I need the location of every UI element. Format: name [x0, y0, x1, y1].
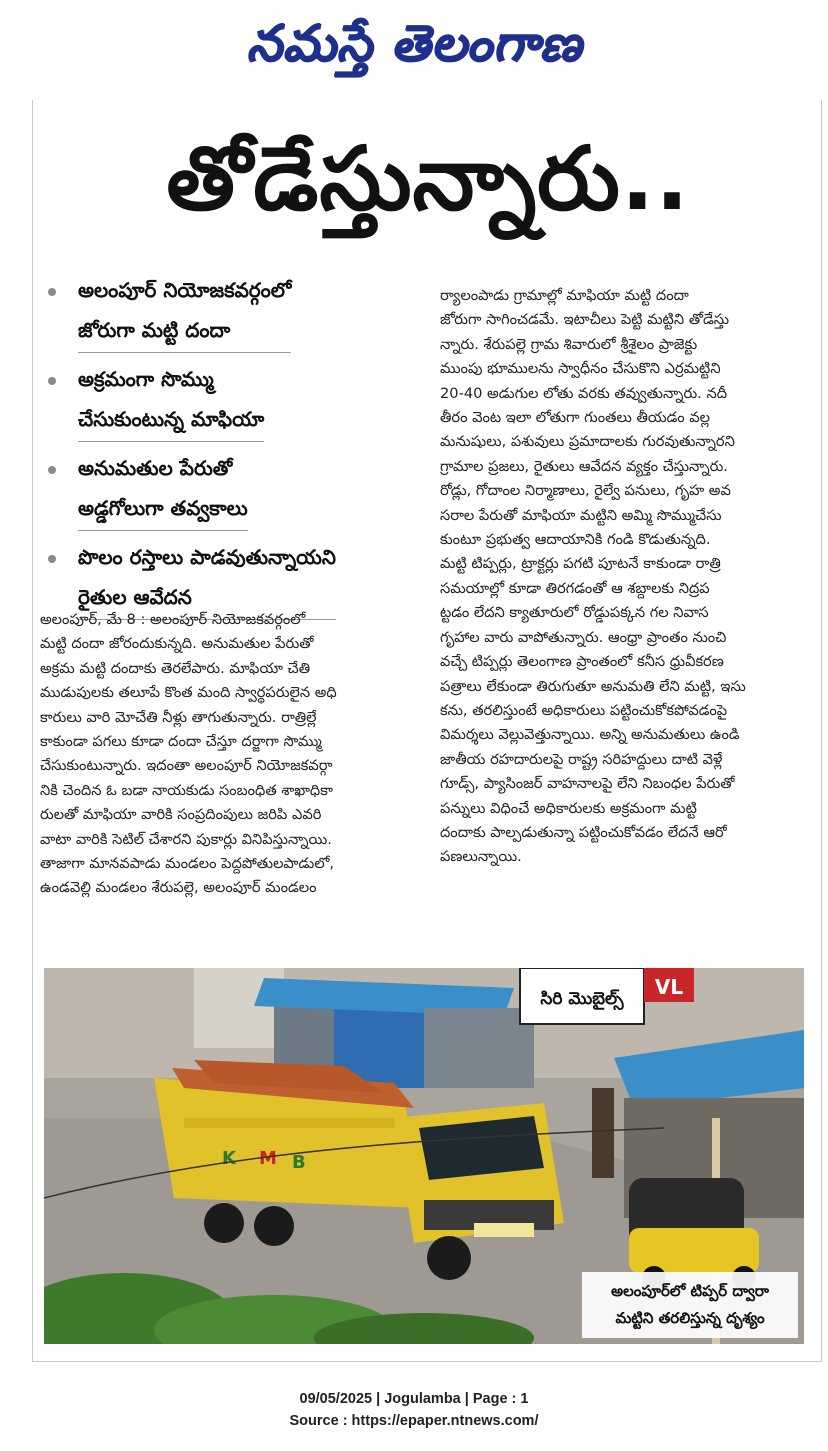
highlight-bullet	[40, 448, 430, 531]
bullet-dot-icon	[48, 555, 56, 563]
footer-source-line: Source : https://epaper.ntnews.com/	[289, 1413, 539, 1429]
highlight-bullets	[40, 270, 430, 609]
truck-letter-m: M	[259, 1148, 277, 1169]
highlight-bullet	[40, 359, 430, 442]
page-footer	[0, 1388, 828, 1432]
article-body-right-column: ర్యాలంపాడు గ్రామాల్లో మాఫియా మట్టి దందా జోరుగా సాగించడమే. ఇటాచీలు పెట్టి మట్టిని తోడేస్తు న్నారు. శేరుపల్లె గ్రామ శివారులో శ్రీశైలం ప్రాజెక్టు ముంపు భూములను స్వాధీనం చేసుకొని ఎర్రమట్టిని 20-40 అడుగుల లోతు వరకు తవ్వుతున్నారు. నదీ తీరం వెంట ఇలా లోతుగా గుంతలు తీయడం వల్ల మనుషులు, పశువులు ప్రమాదాలకు గురవుతున్నారని గ్రామాల ప్రజలు, రైతులు ఆవేదన వ్యక్తం చేస్తున్నారు. రోడ్లు, గోదాంల నిర్మాణాలు, రైల్వే పనులు, గృహ అవ సరాల పేరుతో మాఫియా మట్టిని అమ్మి సొమ్ముచేసు కుంటూ ప్రభుత్వ ఆదాయానికి గండి కొడుతున్నది. మట్టి టిప్పర్లు, ట్రాక్టర్లు పగటి పూటనే కాకుండా రాత్రి సమయాల్లో కూడా తిరగడంతో ఆ శబ్దాలకు నిద్రప ట్టడం లేదని క్యాతూరులో రోడ్డుపక్కన గల నివాస గృహాల వారు వాపోతున్నారు. ఆంధ్రా ప్రాంతం నుంచి వచ్చే టిప్పర్లు తెలంగాణ ప్రాంతంలో కనీస ధ్రువీకరణ పత్రాలు లేకుండా తిరుగుతూ అనుమతి లేని మట్టి, ఇసు కను, తరలిస్తుంటే అధికారులు పట్టించుకోకపోవడంపై విమర్శలు వెల్లువెత్తున్నాయి. అన్ని అనుమతులు ఉండి జాతీయ రహదారులపై రాష్ట్ర సరిహద్దులు దాటి వెళ్లే గూడ్స్, ప్యాసింజర్ వాహనాలపై లేని నిబంధల పేరుతో పన్నులు విధించే అధికారులకు అక్రమంగా మట్టి దందాకు పాల్పడుతున్నా పట్టించుకోవడం లేదనే ఆరో పణలున్నాయి.	[440, 287, 746, 866]
bullet-dot-icon	[48, 377, 56, 385]
shop-sign-text: సిరి మొబైల్స్	[540, 989, 624, 1009]
highlight-text: అలంపూర్ నియోజకవర్గంలో జోరుగా మట్టి దందా	[78, 270, 291, 353]
highlight-bullet	[40, 270, 430, 353]
bullet-dot-icon	[48, 466, 56, 474]
bullet-dot-icon	[48, 288, 56, 296]
news-photo	[44, 968, 804, 1344]
masthead	[0, 0, 828, 88]
truck-letter-k: K	[222, 1148, 236, 1169]
highlight-text: అక్రమంగా సొమ్ము చేసుకుంటున్న మాఫియా	[78, 359, 264, 442]
highlight-text: పొలం రస్తాలు పాడవుతున్నాయని రైతుల ఆవేదన	[78, 537, 336, 620]
article-body-left-column: అలంపూర్, మే 8 : అలంపూర్ నియోజకవర్గంలో మట్టి దందా జోరందుకున్నది. అనుమతుల పేరుతో అక్రమ మట్టి దందాకు తెరలేపారు. మాఫియా చేతి ముడుపులకు తలూపే కొంత మంది స్వార్థపరులైన అధి కారులు వారి మోచేతి నీళ్లు తాగుతున్నారు. రాత్రిల్లే కాకుండా పగలు కూడా దందా చేస్తూ దర్జాగా సొమ్ము చేసుకుంటున్నారు. ఇదంతా అలంపూర్ నియోజకవర్గా నికి చెందిన ఓ బడా నాయకుడు సంబంధిత శాఖాధికా రులతో మాఫియా వారికి సంప్రదింపులు జరిపి ఎవరి వాటా వారికి సెటిల్ చేశారని పుకార్లు వినిపిస్తున్నాయి. తాజాగా మానవపాడు మండలం పెద్దపోతులపాడులో, ఉండవెల్లి మండలం శేరుపల్లె, అలంపూర్ మండలం	[40, 611, 337, 897]
footer-edition-line: 09/05/2025 | Jogulamba | Page : 1	[299, 1391, 529, 1407]
sign-fragment-text: VL	[654, 975, 684, 999]
truck-letter-b: B	[292, 1152, 306, 1173]
article-headline: తోడేస్తున్నారు..	[166, 127, 690, 230]
highlight-text: అనుమతుల పేరుతో అడ్డగోలుగా తవ్వకాలు	[78, 448, 248, 531]
newspaper-logo: నమస్తే తెలంగాణ	[246, 14, 582, 72]
photo-caption: అలంపూర్‌లో టిప్పర్ ద్వారా మట్టిని తరలిస్తున్న దృశ్యం	[582, 1272, 798, 1338]
